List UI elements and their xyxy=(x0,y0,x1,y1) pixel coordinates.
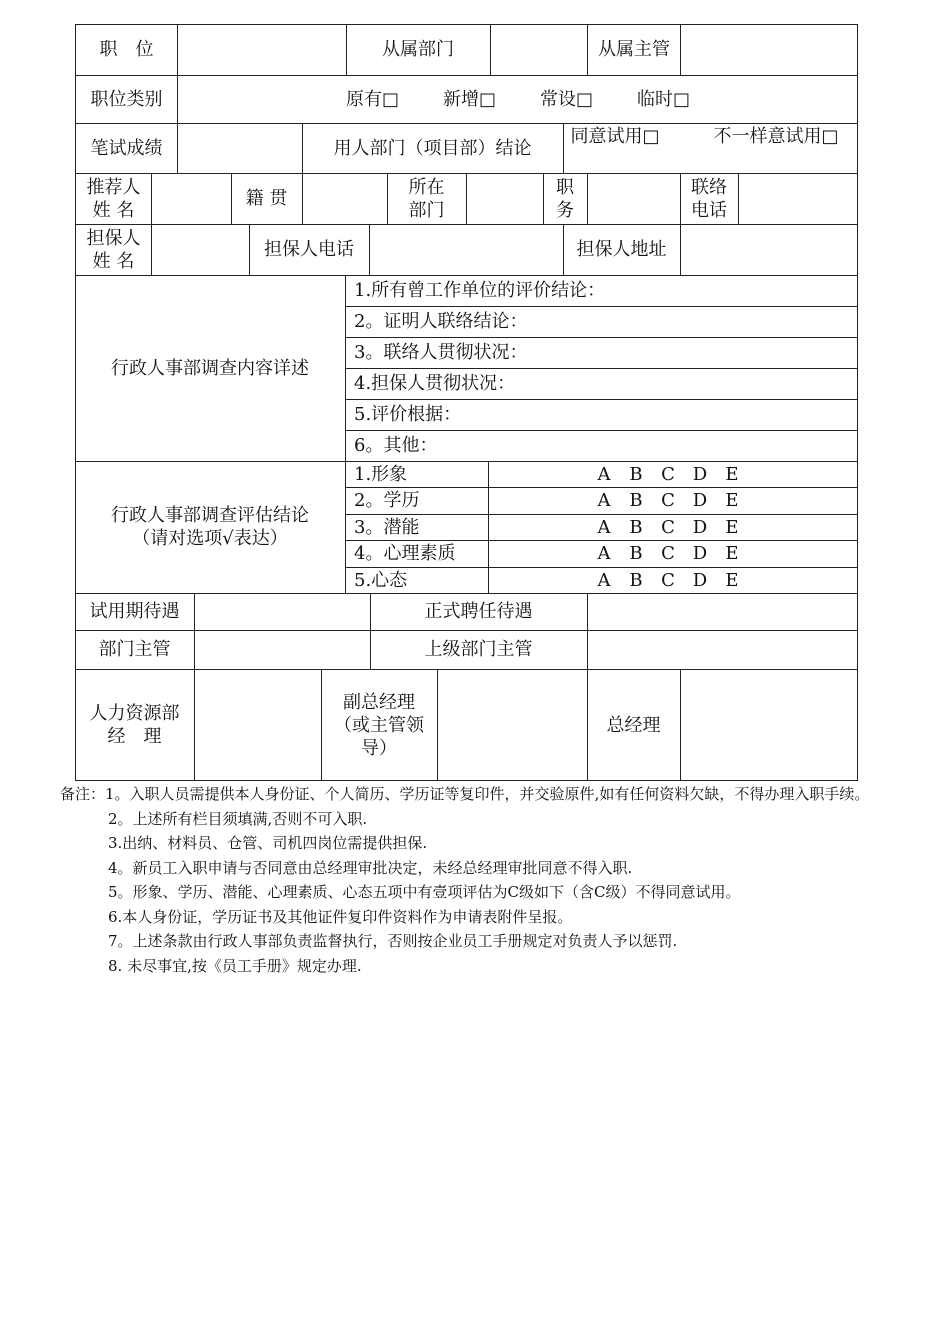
option-temporary-checkbox[interactable]: 临时□ xyxy=(637,88,691,110)
score-input[interactable] xyxy=(178,123,302,173)
evaluation-grade-options xyxy=(488,487,858,514)
contact-phone-label: 联络电话 xyxy=(691,176,727,221)
grade-option[interactable]: C xyxy=(661,543,675,564)
work-dept-label: 所在部门 xyxy=(408,176,445,221)
grade-option[interactable]: A xyxy=(597,516,611,538)
notes-section xyxy=(60,782,910,978)
dept-label: 从属部门 xyxy=(382,39,454,60)
evaluation-item-label: 2。学历 xyxy=(354,490,420,511)
survey-item[interactable]: 6。其他： xyxy=(354,435,438,456)
evaluation-instruction: （请对选项√表达） xyxy=(132,528,288,549)
supervisor-label: 从属主管 xyxy=(598,39,670,60)
grade-option[interactable]: B xyxy=(629,569,643,591)
notes-prefix: 备注： xyxy=(60,785,106,803)
evaluation-grade-options xyxy=(488,540,858,567)
contact-phone-input[interactable] xyxy=(738,173,858,224)
guarantor-address-label: 担保人地址 xyxy=(576,239,667,260)
grade-option[interactable]: D xyxy=(692,543,708,564)
grade-option[interactable]: D xyxy=(692,569,708,591)
option-original-checkbox[interactable]: 原有□ xyxy=(345,88,399,110)
position-label: 职 位 xyxy=(99,39,154,60)
survey-item[interactable]: 5.评价根据： xyxy=(354,404,462,425)
survey-item[interactable]: 3。联络人贯彻状况： xyxy=(354,342,528,363)
grade-option[interactable]: A xyxy=(597,463,611,485)
gm-label: 总经理 xyxy=(606,714,661,736)
application-form xyxy=(75,24,858,781)
dept-manager-signature[interactable] xyxy=(194,630,370,669)
work-dept-input[interactable] xyxy=(466,173,543,224)
dept-input[interactable] xyxy=(490,24,587,75)
recommender-input[interactable] xyxy=(152,173,231,224)
grade-option[interactable]: B xyxy=(629,490,643,511)
disagree-checkbox[interactable]: 不一样意试用□ xyxy=(713,126,839,147)
grade-option[interactable]: B xyxy=(629,463,643,485)
recommender-label: 推荐人姓 名 xyxy=(86,176,141,221)
grade-option[interactable]: B xyxy=(629,516,643,538)
origin-label: 籍 贯 xyxy=(245,188,288,209)
evaluation-label xyxy=(75,461,345,593)
vp-label: 副总经理（或主管领导） xyxy=(334,691,424,759)
guarantor-name-label: 担保人姓 名 xyxy=(86,227,141,272)
evaluation-grade-options xyxy=(488,514,858,540)
note-item: 3.出纳、材料员、仓管、司机四岗位需提供担保. xyxy=(108,834,428,852)
option-permanent-checkbox[interactable]: 常设□ xyxy=(540,88,594,110)
dept-manager-label: 部门主管 xyxy=(98,639,171,660)
note-item: 7。上述条款由行政人事部负责监督执行，否则按企业员工手册规定对负责人予以惩罚. xyxy=(108,932,678,950)
vp-signature[interactable] xyxy=(437,669,587,781)
evaluation-grade-options xyxy=(488,567,858,593)
note-item: 5。形象、学历、潜能、心理素质、心态五项中有壹项评估为C级如下（含C级）不得同意试用。 xyxy=(108,883,741,901)
option-new-checkbox[interactable]: 新增□ xyxy=(442,88,496,110)
supervisor-input[interactable] xyxy=(680,24,858,75)
grade-option[interactable]: E xyxy=(725,463,739,485)
hr-manager-label: 人力资源部经 理 xyxy=(89,703,180,747)
category-options xyxy=(178,75,858,123)
grade-option[interactable]: A xyxy=(597,490,611,511)
survey-label: 行政人事部调查内容详述 xyxy=(111,357,309,379)
evaluation-item-label: 5.心态 xyxy=(354,569,408,591)
position-input[interactable] xyxy=(178,24,346,75)
grade-option[interactable]: D xyxy=(692,516,708,538)
survey-item[interactable]: 1.所有曾工作单位的评价结论： xyxy=(354,280,606,301)
grade-option[interactable]: C xyxy=(661,569,675,591)
probation-pay-input[interactable] xyxy=(194,593,370,630)
note-item: 备注：1。入职人员需提供本人身份证、个人简历、学历证等复印件，并交验原件,如有任何资料欠缺，不得办理入职手续。 xyxy=(60,785,870,803)
hr-manager-signature[interactable] xyxy=(194,669,321,781)
evaluation-title: 行政人事部调查评估结论 xyxy=(111,505,309,526)
upper-manager-label: 上级部门主管 xyxy=(424,639,533,660)
grade-option[interactable]: C xyxy=(661,490,675,511)
guarantor-phone-label: 担保人电话 xyxy=(264,239,354,260)
guarantor-address-input[interactable] xyxy=(680,224,858,275)
origin-input[interactable] xyxy=(302,173,387,224)
grade-option[interactable]: E xyxy=(725,543,739,564)
grade-option[interactable]: A xyxy=(597,569,611,591)
evaluation-item-label: 3。潜能 xyxy=(354,516,420,538)
conclusion-label: 用人部门（项目部）结论 xyxy=(333,137,532,159)
category-label: 职位类别 xyxy=(90,88,163,110)
upper-manager-signature[interactable] xyxy=(587,630,858,669)
grade-option[interactable]: D xyxy=(692,490,708,511)
evaluation-item-label: 4。心理素质 xyxy=(354,543,456,564)
grade-option[interactable]: E xyxy=(725,516,739,538)
job-title-input[interactable] xyxy=(587,173,680,224)
conclusion-options xyxy=(563,123,858,173)
gm-signature[interactable] xyxy=(680,669,858,781)
grade-option[interactable]: E xyxy=(725,569,739,591)
survey-item[interactable]: 4.担保人贯彻状况： xyxy=(354,373,516,394)
note-item: 4。新员工入职申请与否同意由总经理审批决定，未经总经理审批同意不得入职. xyxy=(108,858,633,877)
evaluation-grade-options xyxy=(488,461,858,487)
formal-pay-input[interactable] xyxy=(587,593,858,630)
grade-option[interactable]: E xyxy=(725,490,739,511)
grade-option[interactable]: D xyxy=(692,463,708,485)
job-title-label: 职务 xyxy=(556,176,574,221)
note-item: 6.本人身份证，学历证书及其他证件复印件资料作为申请表附件呈报。 xyxy=(108,907,573,926)
survey-item[interactable]: 2。证明人联络结论： xyxy=(354,311,528,332)
grade-option[interactable]: C xyxy=(661,516,675,538)
agree-checkbox[interactable]: 同意试用□ xyxy=(570,126,660,147)
grade-option[interactable]: A xyxy=(597,543,611,564)
note-item: 2。上述所有栏目须填满,否则不可入职. xyxy=(108,809,368,828)
score-label: 笔试成绩 xyxy=(90,137,163,159)
guarantor-phone-input[interactable] xyxy=(369,224,563,275)
guarantor-name-input[interactable] xyxy=(152,224,249,275)
evaluation-item-label: 1.形象 xyxy=(354,463,408,485)
grade-option[interactable]: C xyxy=(661,463,675,485)
probation-pay-label: 试用期待遇 xyxy=(89,601,180,622)
grade-option[interactable]: B xyxy=(629,543,643,564)
formal-pay-label: 正式聘任待遇 xyxy=(424,601,533,622)
note-item: 8. 未尽事宜,按《员工手册》规定办理. xyxy=(108,956,362,975)
